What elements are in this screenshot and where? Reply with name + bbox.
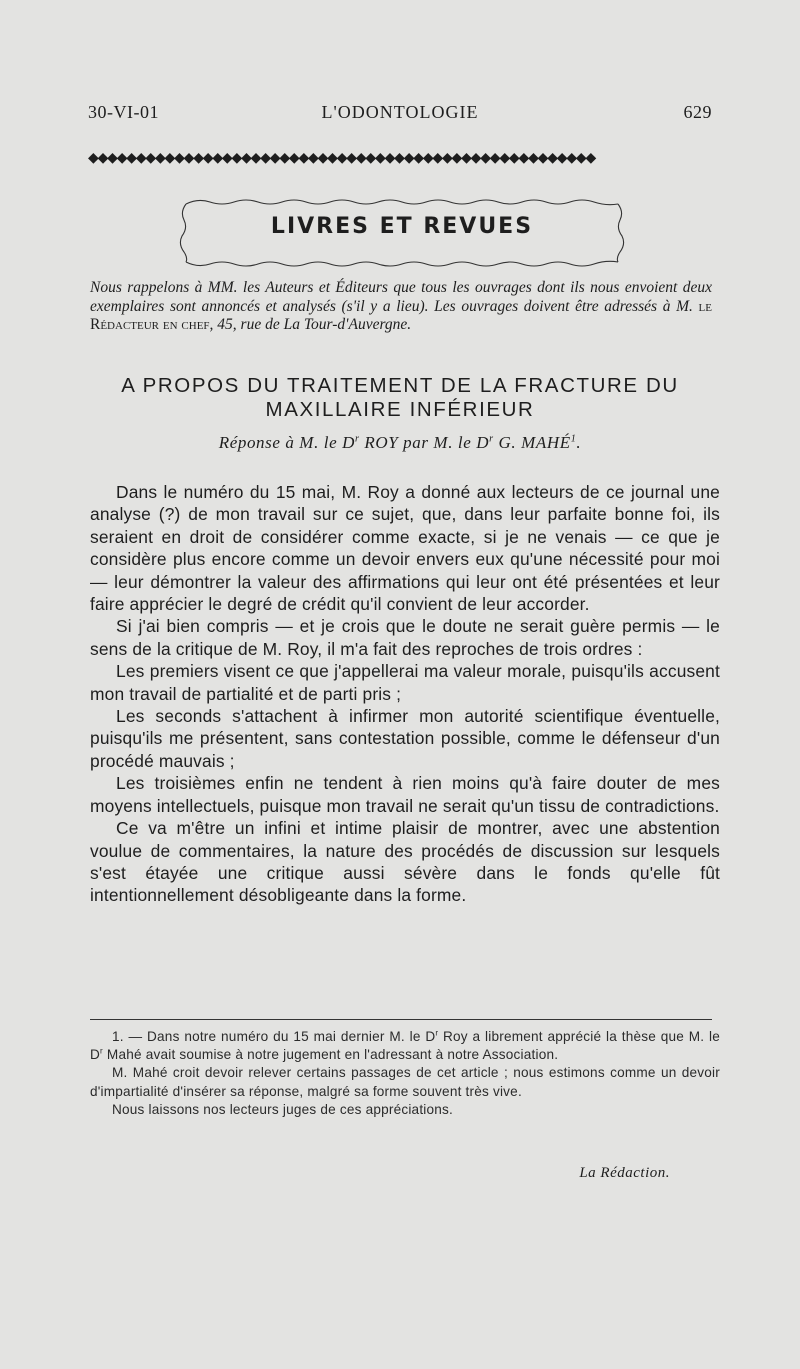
paragraph: Si j'ai bien compris — et je crois que le doute ne serait guère permis — le sens de la critique de M. Roy, il m'a fait des reproches de trois ordres : — [90, 616, 720, 659]
page-number: 629 — [683, 102, 712, 122]
article-body — [90, 481, 720, 907]
footnote-1-part-a: 1. — Dans notre numéro du 15 mai dernier M. le D — [112, 1029, 436, 1044]
paragraph: Ce va m'être un infini et intime plaisir de montrer, avec une abstention voulue de commentaires, la nature des procédés de discussion sur lesquels s'est étayée une critique aussi sévère dans le fonds qu'elle fût intentionnellement désobligeante dans la forme. — [90, 818, 720, 906]
section-heading-box — [178, 192, 626, 270]
article-title-line-1: A PROPOS DU TRAITEMENT DE LA FRACTURE DU — [121, 374, 679, 397]
subtitle-part-a: Réponse à M. le D — [218, 433, 355, 452]
subtitle-part-c: G. MAHÉ — [493, 433, 571, 452]
footnote-1-sup-2: r — [100, 1046, 103, 1056]
notice-editor: le Rédacteur en chef — [90, 297, 712, 333]
article-subtitle — [88, 433, 712, 453]
subtitle-sup-1: r — [354, 433, 360, 445]
ornamental-diamond-rule: ◆◆◆◆◆◆◆◆◆◆◆◆◆◆◆◆◆◆◆◆◆◆◆◆◆◆◆◆◆◆◆◆◆◆◆◆◆◆◆◆◆◆◆◆◆◆◆◆◆◆◆◆◆ — [88, 150, 596, 166]
subtitle-part-b: ROY par M. le D — [359, 433, 490, 452]
footnote-1-sup-1: r — [435, 1028, 439, 1038]
journal-name: L'ODONTOLOGIE — [321, 102, 479, 122]
footnote-1 — [90, 1028, 720, 1064]
paragraph: Dans le numéro du 15 mai, M. Roy a donné aux lecteurs de ce journal une analyse (?) de mon travail sur ce sujet, que, dans leur parfaite bonne foi, ils seraient en droit de considérer comme exacte, si je ne venais — ce que je considère plus encore comme un devoir envers eux qu'une nécessité pour moi — leur démontrer la valeur des affirmations qui leur ont été présentées et leur faire apprécier le degré de crédit qu'il convient de leur accorder. — [90, 482, 720, 615]
notice-text-2: , 45, rue de La Tour-d'Auvergne. — [209, 316, 412, 333]
issue-date: 30-VI-01 — [88, 102, 159, 122]
footnote-reference[interactable]: 1 — [570, 433, 577, 445]
subtitle-end: . — [576, 433, 582, 452]
footnote-1-part-c: Mahé avait soumise à notre jugement en l'adressant à notre Association. — [102, 1047, 559, 1063]
footnote-2: M. Mahé croit devoir relever certains passages de cet article ; nous estimons comme un devoir d'impartialité d'insérer sa réponse, malgré sa forme souvent très vive. — [90, 1065, 720, 1099]
notice-text-1: Nous rappelons à MM. les Auteurs et Éditeurs que tous les ouvrages dont ils nous envoient deux exemplaires sont annoncés et analysés (s'il y a lieu). Les ouvrages doivent être adressés à M. — [90, 279, 712, 315]
footnote-3: Nous laissons nos lecteurs juges de ces appréciations. — [112, 1101, 454, 1117]
paragraph: Les troisièmes enfin ne tendent à rien moins qu'à faire douter de mes moyens intellectuels, puisque mon travail ne serait qu'un tissu de contradictions. — [90, 773, 720, 816]
article-title-line-2: MAXILLAIRE INFÉRIEUR — [265, 398, 535, 421]
footnote-1-part-b: Roy a librement apprécié la thèse que M. le D — [90, 1029, 720, 1063]
editorial-notice — [90, 279, 712, 335]
running-head — [88, 102, 712, 130]
footnotes — [90, 1028, 720, 1119]
section-title: LIVRES ET REVUES — [270, 214, 534, 239]
paragraph: Les premiers visent ce que j'appellerai ma valeur morale, puisqu'ils accusent mon travail de partialité et de parti pris ; — [90, 661, 720, 704]
subtitle-sup-2: r — [489, 433, 494, 445]
article-title — [88, 374, 712, 422]
footnote-divider — [90, 1019, 712, 1020]
paragraph: Les seconds s'attachent à infirmer mon autorité scientifique éventuelle, puisqu'ils me présentent, sans contestation possible, comme le défenseur d'un procédé mauvais ; — [90, 706, 720, 771]
signature: La Rédaction. — [579, 1165, 670, 1181]
